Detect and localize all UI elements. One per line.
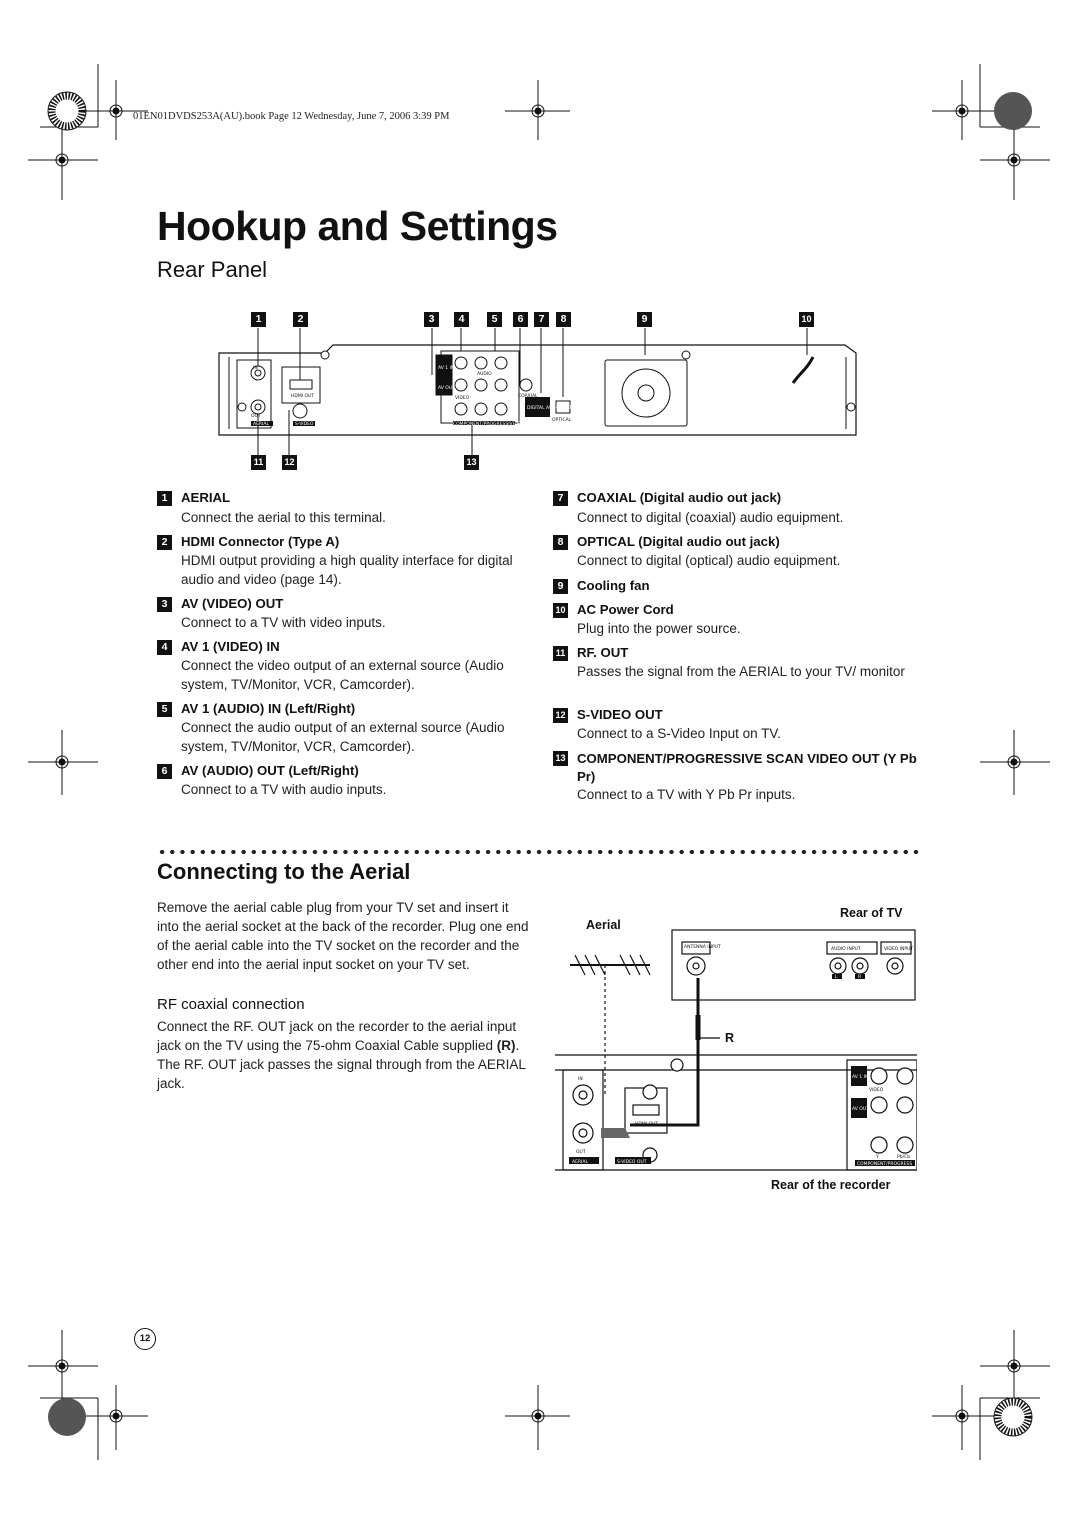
panel-coaxial-label: COAXIAL: [518, 394, 538, 399]
item-title: AV 1 (AUDIO) IN (Left/Right): [181, 701, 356, 716]
panel-video-label: VIDEO: [455, 396, 470, 401]
item-number: 4: [157, 640, 172, 655]
item-description: Connect to a S-Video Input on TV.: [577, 726, 781, 741]
item-title: COMPONENT/PROGRESSIVE SCAN VIDEO OUT (Y Pb Pr): [577, 751, 917, 784]
item-title: AERIAL: [181, 490, 231, 505]
rec-hdmi-label: HDMI OUT: [635, 1122, 659, 1127]
rec-pb-label: Pb/Cb: [897, 1155, 911, 1160]
panel-av1-label: AV 1 IN: [438, 366, 455, 371]
rec-av1-label: AV 1 IN: [852, 1075, 869, 1080]
item-title: S-VIDEO OUT: [577, 707, 663, 722]
callout-9: 9: [637, 312, 652, 327]
rec-in-label: IN: [578, 1077, 583, 1082]
rec-y-label: Y: [876, 1155, 879, 1160]
item-number: 13: [553, 751, 568, 766]
rf-coaxial-text: [157, 1017, 529, 1093]
rear-of-recorder-label: Rear of the recorder: [771, 1178, 891, 1192]
rf-text-part1: Connect the RF. OUT jack on the recorder to the aerial input jack on the TV using the 75-ohm Coaxial Cable supplied: [157, 1019, 517, 1053]
aerial-connection-diagram: [555, 920, 917, 1175]
aerial-label: Aerial: [586, 918, 621, 932]
rec-component-label: COMPONENT/PROGRESS: [857, 1162, 913, 1167]
rf-text-bold: (R): [496, 1038, 516, 1053]
rec-svideo-label: S-VIDEO OUT: [617, 1160, 647, 1165]
rf-text-part2: . The RF. OUT jack passes the signal through from the AERIAL jack.: [157, 1038, 526, 1091]
item-title: AC Power Cord: [577, 602, 674, 617]
item-number: 7: [553, 491, 568, 506]
item-title: OPTICAL (Digital audio out jack): [577, 534, 780, 549]
tv-r-label: R: [858, 975, 862, 980]
panel-audio-label: AUDIO: [477, 372, 492, 377]
aerial-intro-text: Remove the aerial cable plug from your TV set and insert it into the aerial socket at the back of the recorder. Plug one end of the aerial cable into the TV socket on the recorder and the other end into the aerial input socket on your TV set.: [157, 900, 529, 972]
rec-aerial-tag: AERIAL: [572, 1160, 588, 1165]
item-title: AV 1 (VIDEO) IN: [181, 639, 280, 654]
rear-panel-diagram: [215, 325, 865, 455]
tv-antenna-input-label: ANTENNA INPUT: [684, 945, 721, 950]
callout-4: 4: [454, 312, 469, 327]
panel-component-label: COMPONENT/PROGRESSIVE SCAN VIDEO OUT: [453, 422, 557, 427]
aerial-section-heading: Connecting to the Aerial: [157, 859, 411, 884]
item-description: Connect to a TV with audio inputs.: [181, 782, 387, 797]
section-divider: [157, 849, 923, 855]
callout-6: 6: [513, 312, 528, 327]
rec-avout-label: AV OUT: [852, 1107, 869, 1112]
item-number: 6: [157, 764, 172, 779]
panel-hdmi-label: HDMI OUT: [291, 394, 315, 399]
rear-of-tv-label: Rear of TV: [840, 906, 903, 920]
callout-8: 8: [556, 312, 571, 327]
callout-10: 10: [799, 312, 814, 327]
rear-panel-heading: Rear Panel: [157, 257, 268, 282]
callout-11: 11: [251, 455, 266, 470]
callout-13: 13: [464, 455, 479, 470]
callout-1: 1: [251, 312, 266, 327]
panel-digital-label: DIGITAL AUDIO OUT: [527, 406, 572, 411]
callout-7: 7: [534, 312, 549, 327]
panel-svideo-label: S-VIDEO OUT: [295, 422, 325, 427]
item-number: 12: [553, 708, 568, 723]
item-title: RF. OUT: [577, 645, 629, 660]
panel-aerial-label: AERIAL: [253, 422, 269, 427]
item-title: HDMI Connector (Type A): [181, 534, 340, 549]
item-description: Connect to digital (optical) audio equipment.: [577, 553, 841, 568]
item-title: Cooling fan: [577, 578, 650, 593]
item-description: Connect to a TV with Y Pb Pr inputs.: [577, 787, 796, 802]
item-number: 8: [553, 535, 568, 550]
print-header-info: 01EN01DVDS253A(AU).book Page 12 Wednesday, June 7, 2006 3:39 PM: [133, 111, 450, 122]
panel-out-label: OUT: [251, 414, 261, 419]
item-description: Plug into the power source.: [577, 621, 741, 636]
item-title: AV (VIDEO) OUT: [181, 596, 284, 611]
item-description: Connect the video output of an external source (Audio system, TV/Monitor, VCR, Camcorder).: [181, 658, 504, 692]
item-number: 3: [157, 597, 172, 612]
item-number: 11: [553, 646, 568, 661]
item-description: Connect to a TV with video inputs.: [181, 615, 386, 630]
item-number: 5: [157, 702, 172, 717]
panel-in-label: IN: [253, 366, 258, 371]
item-title: COAXIAL (Digital audio out jack): [577, 490, 782, 505]
rf-coaxial-subheading: RF coaxial connection: [157, 996, 305, 1013]
item-description: Passes the signal from the AERIAL to your TV/ monitor: [577, 664, 905, 679]
item-description: Connect the aerial to this terminal.: [181, 510, 386, 525]
item-number: 1: [157, 491, 172, 506]
item-title: AV (AUDIO) OUT (Left/Right): [181, 763, 359, 778]
page-number: 12: [134, 1328, 156, 1350]
item-description: Connect the audio output of an external source (Audio system, TV/Monitor, VCR, Camcorder).: [181, 720, 505, 754]
tv-video-input-label: VIDEO INPUT: [884, 947, 914, 952]
item-description: Connect to digital (coaxial) audio equipment.: [577, 510, 844, 525]
cable-label-r: R: [725, 1031, 735, 1045]
callout-12: 12: [282, 455, 297, 470]
callout-3: 3: [424, 312, 439, 327]
item-number: 10: [553, 603, 568, 618]
rec-video-label: VIDEO: [869, 1088, 884, 1093]
panel-optical-label: OPTICAL: [552, 418, 572, 423]
tv-audio-input-label: AUDIO INPUT: [831, 947, 861, 952]
tv-l-label: L: [835, 975, 838, 980]
item-number: 2: [157, 535, 172, 550]
panel-avout-label: AV OUT: [438, 386, 455, 391]
callout-2: 2: [293, 312, 308, 327]
item-number: 9: [553, 579, 568, 594]
rec-out-label: OUT: [576, 1150, 586, 1155]
page-title: Hookup and Settings: [157, 203, 558, 249]
callout-5: 5: [487, 312, 502, 327]
item-description: HDMI output providing a high quality interface for digital audio and video (page 14).: [181, 553, 513, 587]
